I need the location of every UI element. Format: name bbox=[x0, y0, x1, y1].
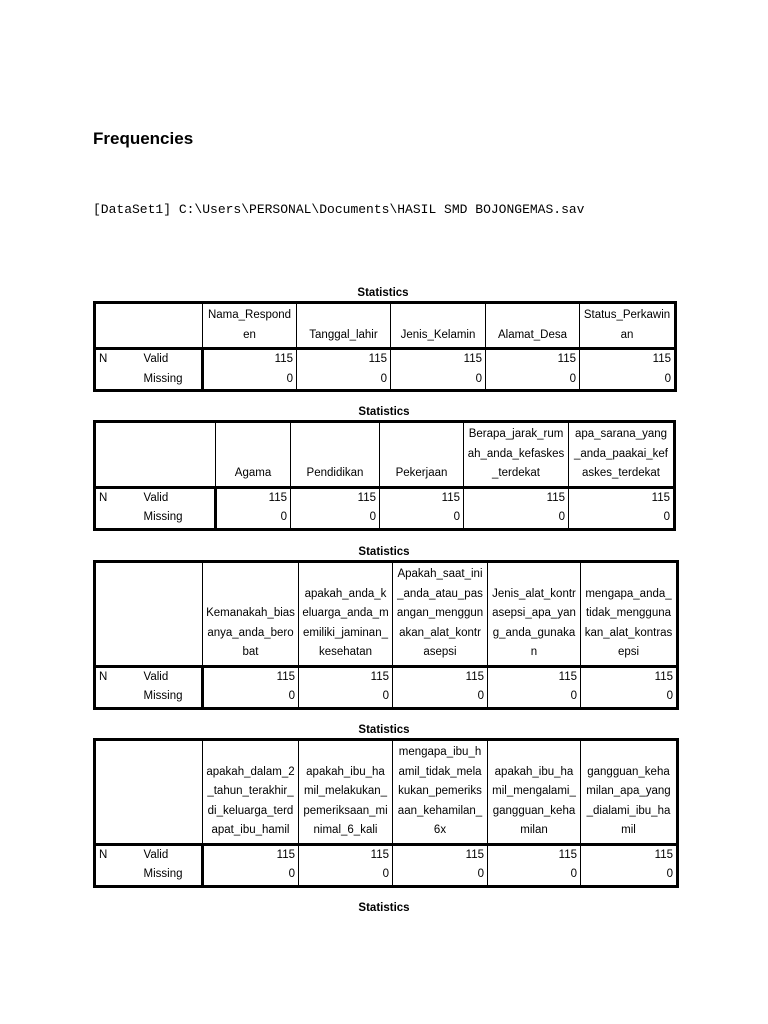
row-label-missing: Missing bbox=[143, 868, 183, 880]
statistics-table-3 bbox=[93, 560, 679, 710]
cell-value: 115 bbox=[380, 487, 464, 508]
column-header: Status_Perkawinan bbox=[580, 303, 676, 349]
column-header: mengapa_ibu_hamil_tidak_melakukan_pemeriksaan_kehamilan_6x bbox=[393, 740, 488, 845]
cell-value: 115 bbox=[580, 349, 676, 370]
table-row-valid bbox=[95, 487, 675, 508]
cell-value: 0 bbox=[216, 508, 291, 529]
dataset-path: [DataSet1] C:\Users\PERSONAL\Documents\HASIL SMD BOJONGEMAS.sav bbox=[93, 202, 585, 217]
cell-value: 0 bbox=[488, 687, 581, 708]
statistics-title-2: Statistics bbox=[358, 406, 410, 418]
column-header: apakah_ibu_hamil_melakukan_pemeriksaan_minimal_6_kali bbox=[299, 740, 393, 845]
column-header: Jenis_Kelamin bbox=[391, 303, 486, 349]
cell-value: 0 bbox=[291, 508, 380, 529]
column-header: apa_sarana_yang_anda_paakai_kefaskes_terdekat bbox=[569, 422, 675, 488]
column-header: apakah_dalam_2_tahun_terakhir_di_keluarga_terdapat_ibu_hamil bbox=[203, 740, 299, 845]
statistics-table-4 bbox=[93, 738, 679, 888]
cell-value: 115 bbox=[203, 666, 299, 687]
row-group-label: N bbox=[99, 491, 108, 504]
column-header: Jenis_alat_kontrasepsi_apa_yang_anda_gunakan bbox=[488, 562, 581, 667]
empty-cell bbox=[141, 422, 216, 488]
table-row-valid bbox=[95, 349, 676, 370]
cell-value: 115 bbox=[464, 487, 569, 508]
cell-value: 115 bbox=[203, 844, 299, 865]
column-header: Pendidikan bbox=[291, 422, 380, 488]
empty-cell bbox=[95, 508, 141, 529]
cell-value: 0 bbox=[569, 508, 675, 529]
column-header: Tanggal_lahir bbox=[297, 303, 391, 349]
statistics-table-1 bbox=[93, 301, 677, 392]
cell-value: 115 bbox=[291, 487, 380, 508]
column-header: mengapa_anda_tidak_menggunakan_alat_kontrasepsi bbox=[581, 562, 678, 667]
empty-cell bbox=[141, 303, 203, 349]
statistics-title-3: Statistics bbox=[358, 546, 410, 558]
row-label-missing: Missing bbox=[143, 690, 183, 702]
cell-value: 115 bbox=[488, 666, 581, 687]
cell-value: 0 bbox=[203, 865, 299, 886]
header-row bbox=[95, 303, 676, 349]
column-header: apakah_ibu_hamil_mengalami_gangguan_kehamilan bbox=[488, 740, 581, 845]
empty-cell bbox=[95, 687, 141, 708]
row-label-missing: Missing bbox=[143, 372, 183, 385]
row-label-missing: Missing bbox=[143, 511, 183, 523]
table-row-missing bbox=[95, 508, 675, 529]
empty-cell bbox=[95, 562, 141, 667]
cell-value: 0 bbox=[297, 370, 391, 391]
empty-cell bbox=[95, 303, 141, 349]
cell-value: 115 bbox=[393, 666, 488, 687]
cell-value: 0 bbox=[391, 370, 486, 391]
empty-cell bbox=[141, 562, 203, 667]
column-header: Nama_Responden bbox=[203, 303, 297, 349]
cell-value: 115 bbox=[297, 349, 391, 370]
cell-value: 0 bbox=[380, 508, 464, 529]
column-header: Kemanakah_biasanya_anda_berobat bbox=[203, 562, 299, 667]
column-header: Berapa_jarak_rumah_anda_kefaskes_terdekat bbox=[464, 422, 569, 488]
statistics-title-1: Statistics bbox=[357, 287, 409, 299]
cell-value: 115 bbox=[299, 666, 393, 687]
table-row-missing bbox=[95, 687, 678, 708]
table-row-missing bbox=[95, 865, 678, 886]
statistics-title-5: Statistics bbox=[358, 902, 410, 914]
cell-value: 115 bbox=[569, 487, 675, 508]
header-row bbox=[95, 562, 678, 667]
row-label-valid: Valid bbox=[143, 670, 169, 683]
cell-value: 0 bbox=[581, 687, 678, 708]
table-row-missing bbox=[95, 370, 676, 391]
table-row-valid bbox=[95, 844, 678, 865]
cell-value: 0 bbox=[393, 865, 488, 886]
row-group-label: N bbox=[99, 848, 108, 861]
header-row bbox=[95, 422, 675, 488]
column-header: gangguan_kehamilan_apa_yang_dialami_ibu_hamil bbox=[581, 740, 678, 845]
table-row-valid bbox=[95, 666, 678, 687]
page-heading: Frequencies bbox=[93, 129, 194, 148]
row-group-label: N bbox=[99, 670, 108, 683]
column-header: Apakah_saat_ini_anda_atau_pasangan_menggunakan_alat_kontrasepsi bbox=[393, 562, 488, 667]
statistics-title-4: Statistics bbox=[358, 724, 410, 736]
cell-value: 0 bbox=[299, 865, 393, 886]
cell-value: 0 bbox=[203, 370, 297, 391]
cell-value: 0 bbox=[299, 687, 393, 708]
column-header: Alamat_Desa bbox=[486, 303, 580, 349]
row-label-valid: Valid bbox=[143, 491, 169, 504]
row-group-label: N bbox=[99, 353, 108, 365]
cell-value: 115 bbox=[581, 844, 678, 865]
empty-cell bbox=[95, 370, 141, 391]
row-label-valid: Valid bbox=[143, 353, 169, 365]
cell-value: 0 bbox=[580, 370, 676, 391]
cell-value: 0 bbox=[203, 687, 299, 708]
statistics-table-2 bbox=[93, 420, 676, 531]
cell-value: 0 bbox=[464, 508, 569, 529]
cell-value: 115 bbox=[216, 487, 291, 508]
column-header: apakah_anda_keluarga_anda_memiliki_jaminan_kesehatan bbox=[299, 562, 393, 667]
cell-value: 115 bbox=[299, 844, 393, 865]
cell-value: 115 bbox=[391, 349, 486, 370]
row-label-valid: Valid bbox=[143, 848, 169, 861]
header-row bbox=[95, 740, 678, 845]
cell-value: 115 bbox=[488, 844, 581, 865]
cell-value: 0 bbox=[581, 865, 678, 886]
cell-value: 115 bbox=[486, 349, 580, 370]
empty-cell bbox=[141, 740, 203, 845]
column-header: Agama bbox=[216, 422, 291, 488]
cell-value: 0 bbox=[393, 687, 488, 708]
empty-cell bbox=[95, 865, 141, 886]
cell-value: 0 bbox=[486, 370, 580, 391]
empty-cell bbox=[95, 740, 141, 845]
cell-value: 115 bbox=[203, 349, 297, 370]
cell-value: 115 bbox=[581, 666, 678, 687]
cell-value: 0 bbox=[488, 865, 581, 886]
column-header: Pekerjaan bbox=[380, 422, 464, 488]
empty-cell bbox=[95, 422, 141, 488]
cell-value: 115 bbox=[393, 844, 488, 865]
